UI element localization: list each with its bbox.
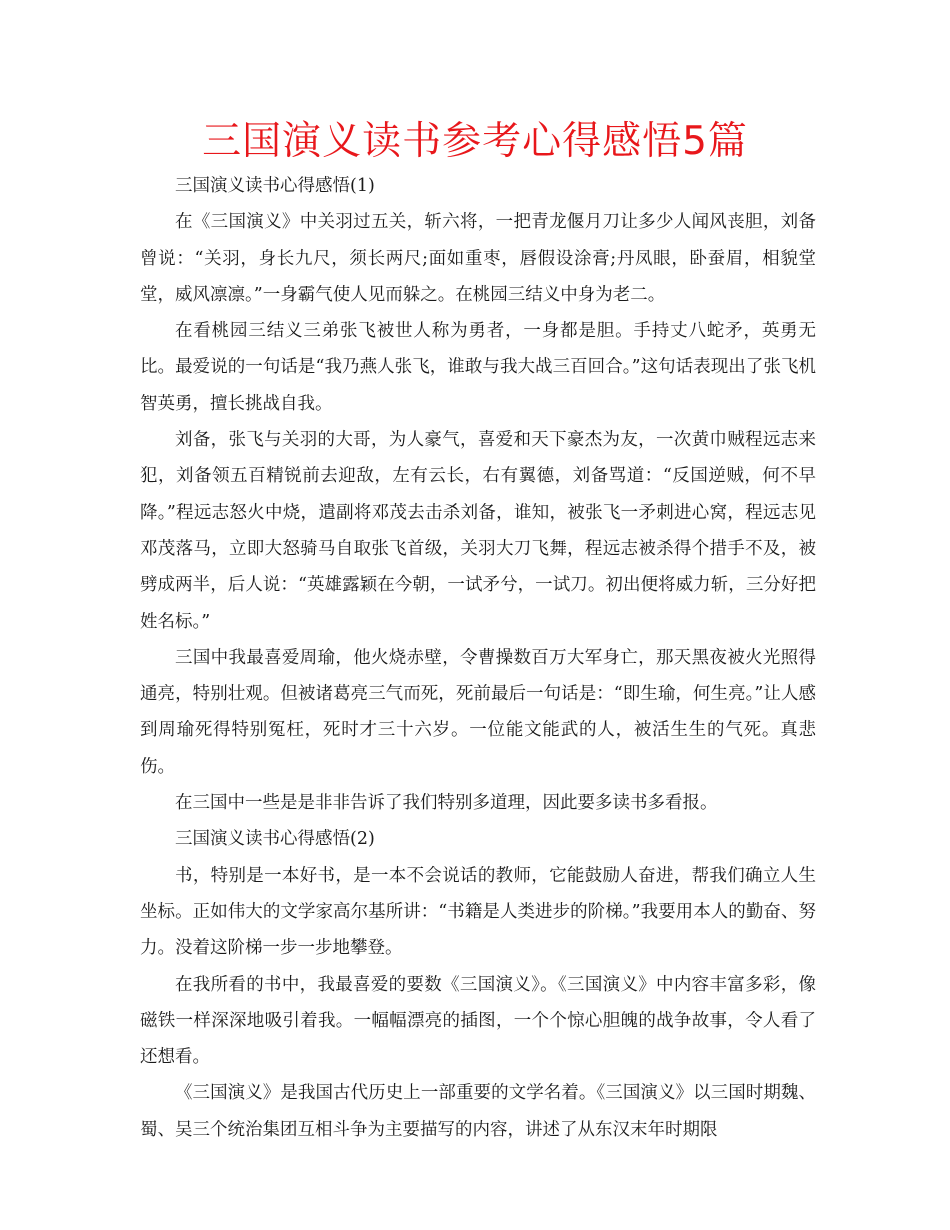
paragraph: 在看桃园三结义三弟张飞被世人称为勇者，一身都是胆。手持丈八蛇矛，英勇无比。最爱说的一句话是“我乃燕人张飞，谁敢与我大战三百回合。”这句话表现出了张飞机智英勇，擅长挑战自我。 (140, 321, 816, 414)
document-body (140, 168, 816, 1148)
paragraph: 书，特别是一本好书，是一本不会说话的教师，它能鼓励人奋进，帮我们确立人生坐标。正如伟大的文学家高尔基所讲：“书籍是人类进步的阶梯。”我要用本人的勤奋、努力。没着这阶梯一步一步地攀登。 (140, 865, 816, 959)
paragraph: 刘备，张飞与关羽的大哥，为人豪气，喜爱和天下豪杰为友，一次黄巾贼程远志来犯，刘备领五百精锐前去迎敌，左有云长，右有翼德，刘备骂道：“反国逆贼，何不早降。”程远志怒火中烧，遣副将邓茂去击杀刘备，谁知，被张飞一矛刺进心窝，程远志见邓茂落马，立即大怒骑马自取张飞首级，关羽大刀飞舞，程远志被杀得个措手不及，被劈成两半，后人说：“英雄露颖在今朝，一试矛兮，一试刀。初出便将威力斩，三分好把姓名标。” (140, 430, 816, 632)
section-heading: 三国演义读书心得感悟(1) (175, 176, 375, 196)
section-heading: 三国演义读书心得感悟(2) (175, 829, 375, 850)
paragraph: 三国中我最喜爱周瑜，他火烧赤壁，令曹操数百万大军身亡，那天黑夜被火光照得通亮，特别壮观。但被诸葛亮三气而死，死前最后一句话是：“即生瑜，何生亮。”让人感到周瑜死得特别冤枉，死时才三十六岁。一位能文能武的人，被活生生的气死。真悲伤。 (140, 647, 816, 777)
paragraph: 在《三国演义》中关羽过五关，斩六将，一把青龙偃月刀让多少人闻风丧胆，刘备曾说：“关羽，身长九尺，须长两尺;面如重枣，唇假设涂膏;丹凤眼，卧蚕眉，相貌堂堂，威风凛凛。”一身霸气使人见而躲之。在桃园三结义中身为老二。 (140, 212, 816, 305)
document-title: 三国演义读书参考心得感悟5篇 (202, 119, 748, 164)
paragraph: 在我所看的书中，我最喜爱的要数《三国演义》。《三国演义》中内容丰富多彩，像磁铁一样深深地吸引着我。一幅幅漂亮的插图，一个个惊心胆魄的战争故事，令人看了还想看。 (140, 974, 816, 1068)
paragraph: 《三国演义》是我国古代历史上一部重要的文学名着。《三国演义》以三国时期魏、蜀、吴三个统治集团互相斗争为主要描写的内容，讲述了从东汉末年时期限 (140, 1083, 816, 1140)
paragraph: 在三国中一些是是非非告诉了我们特别多道理，因此要多读书多看报。 (175, 793, 718, 814)
